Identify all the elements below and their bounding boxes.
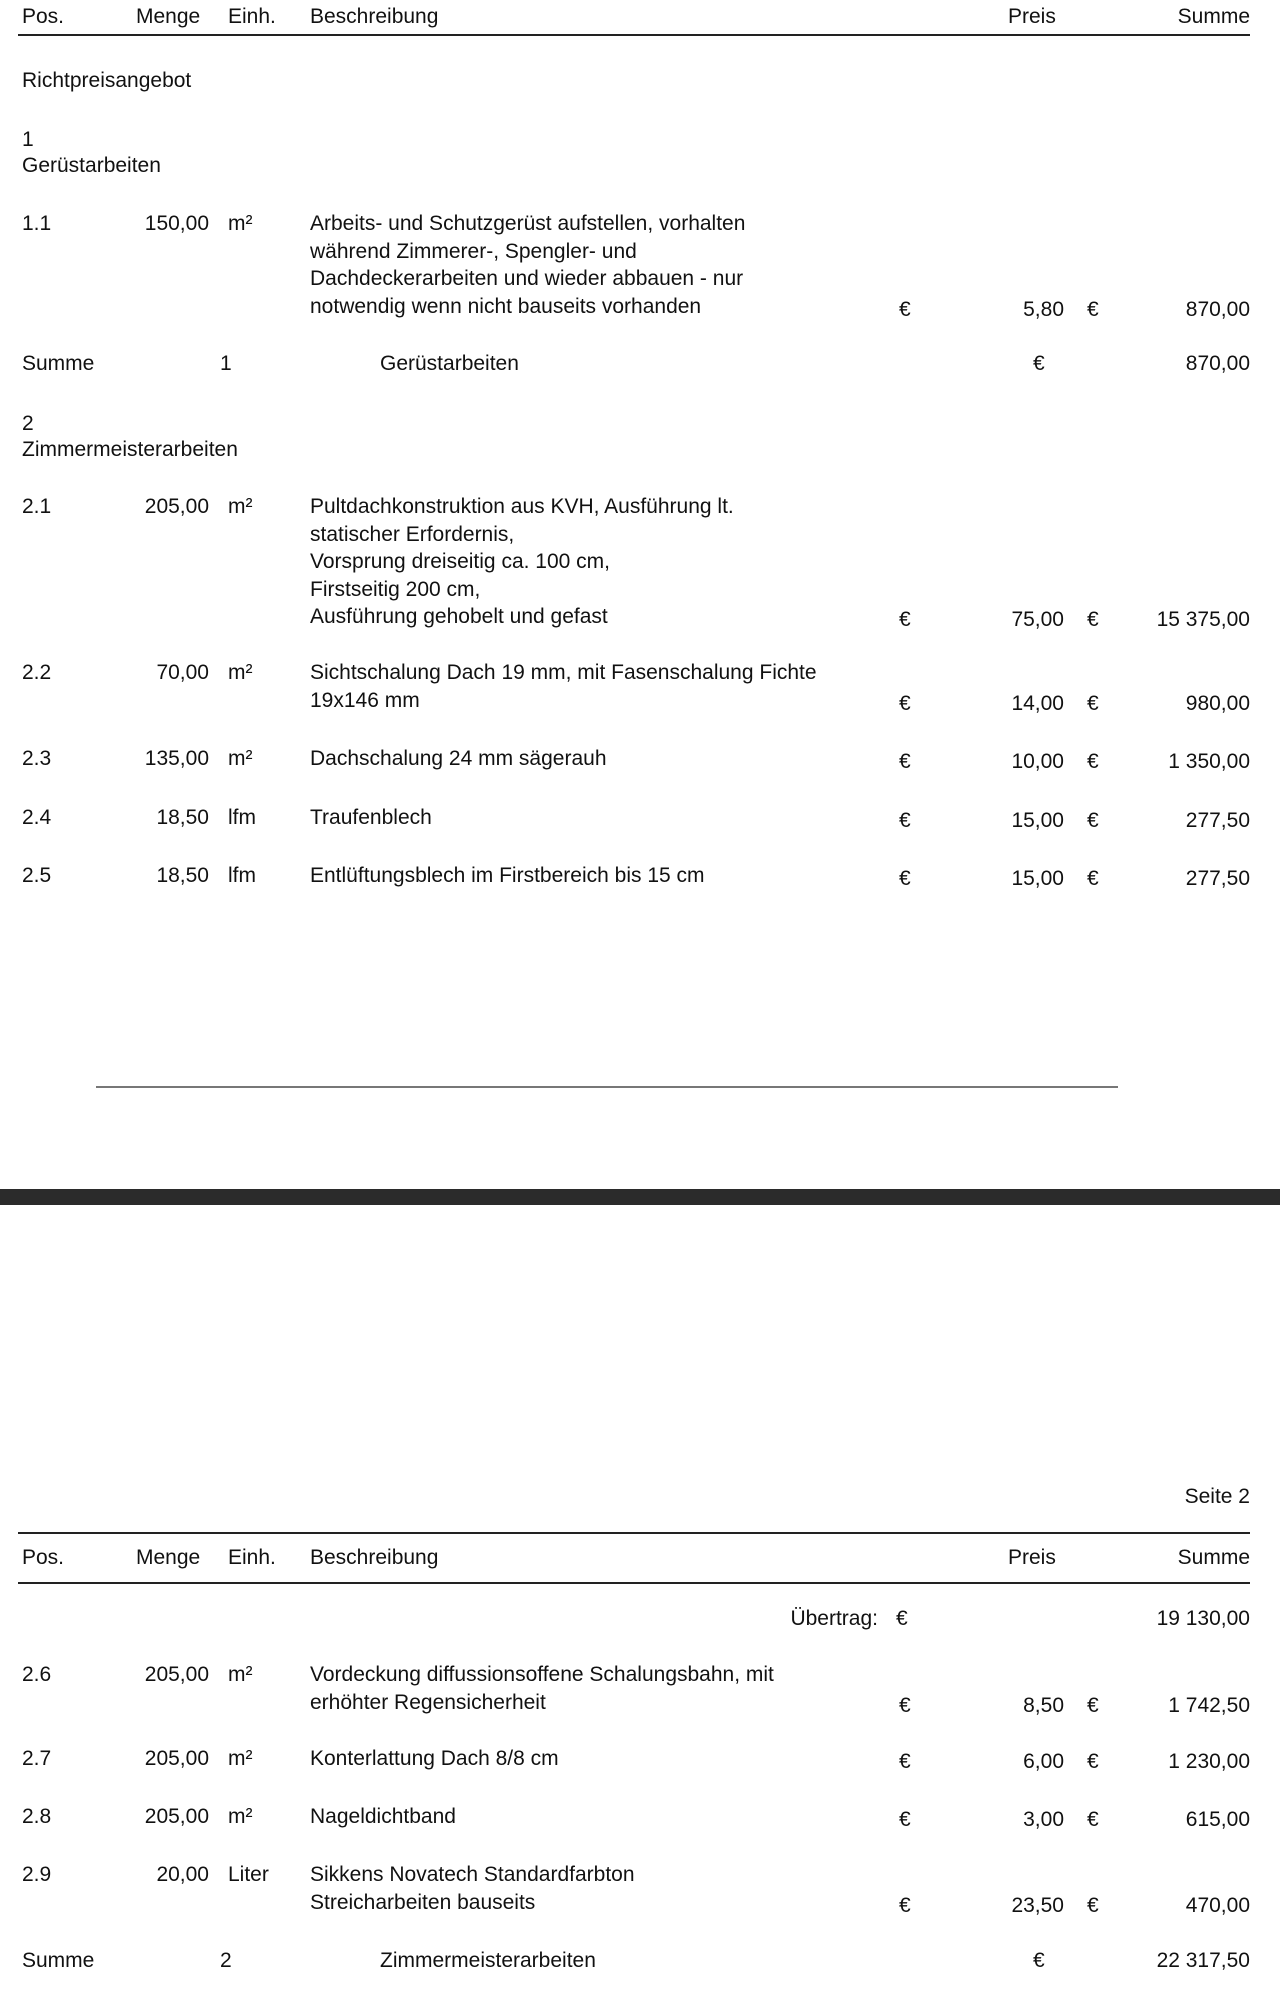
item-description-line: notwendig wenn nicht bauseits vorhanden [310, 294, 702, 318]
item-total: 1 742,50 [1168, 1693, 1250, 1717]
item-pos: 1.1 [22, 212, 52, 235]
item-description-line: Arbeits- und Schutzgerüst aufstellen, vorhalten [310, 212, 746, 235]
item-menge: 205,00 [144, 1747, 209, 1770]
header-beschreibung: Beschreibung [310, 5, 439, 28]
item-description-line: Firstseitig 200 cm, [310, 577, 481, 601]
item-total: 277,50 [1185, 867, 1250, 890]
item-menge: 205,00 [144, 495, 209, 518]
item-menge: 18,50 [156, 864, 209, 887]
sum-value: 870,00 [1185, 352, 1250, 375]
item-unit: m² [228, 1747, 253, 1770]
item-menge: 18,50 [156, 806, 209, 829]
item-total: 615,00 [1185, 1808, 1250, 1831]
item-unit: m² [228, 1663, 253, 1686]
item-currency: € [899, 1693, 911, 1717]
item-description-line: Sikkens Novatech Standardfarbton [310, 1863, 635, 1886]
item-description-line: Ausführung gehobelt und gefast [310, 605, 608, 628]
header-menge: Menge [136, 5, 201, 28]
item-pos: 2.3 [22, 747, 52, 770]
item-description-line: Dachdeckerarbeiten und wieder abbauen - nur [310, 267, 744, 290]
item-currency: € [1087, 297, 1099, 321]
section-name: Gerüstarbeiten [22, 154, 161, 177]
page-break-band [0, 1189, 1280, 1205]
item-currency: € [1087, 1808, 1099, 1831]
item-price: 15,00 [1011, 867, 1064, 890]
sum-currency: € [1033, 1949, 1045, 1972]
header-preis: Preis [1008, 5, 1056, 28]
item-unit: lfm [228, 864, 256, 887]
item-price: 23,50 [1011, 1893, 1064, 1917]
sum-value: 22 317,50 [1156, 1949, 1250, 1972]
item-currency: € [899, 691, 911, 715]
item-total: 470,00 [1185, 1893, 1250, 1917]
item-menge: 205,00 [144, 1805, 209, 1828]
item-pos: 2.4 [22, 806, 52, 829]
item-description-line: Nageldichtband [310, 1805, 456, 1828]
item-currency: € [899, 297, 911, 321]
item-menge: 135,00 [144, 747, 209, 770]
item-unit: m² [228, 747, 253, 770]
item-pos: 2.9 [22, 1863, 52, 1886]
item-price: 14,00 [1011, 691, 1064, 715]
item-description-line: während Zimmerer-, Spengler- und [310, 239, 637, 263]
item-description-line: statischer Erfordernis, [310, 522, 515, 546]
header-preis: Preis [1008, 1546, 1056, 1569]
item-unit: lfm [228, 806, 256, 829]
item-pos: 2.8 [22, 1805, 52, 1828]
item-currency: € [1087, 608, 1099, 631]
item-price: 5,80 [1023, 297, 1064, 321]
item-description-line: Traufenblech [310, 806, 432, 829]
item-menge: 20,00 [156, 1863, 209, 1886]
item-price: 75,00 [1011, 608, 1064, 631]
item-description-line: Dachschalung 24 mm sägerauh [310, 747, 607, 770]
item-currency: € [899, 809, 911, 832]
sum-section-name: Zimmermeisterarbeiten [380, 1949, 596, 1972]
header-einh: Einh. [228, 1546, 276, 1569]
item-price: 3,00 [1023, 1808, 1064, 1831]
item-currency: € [1087, 1893, 1099, 1917]
item-currency: € [899, 867, 911, 890]
section-number: 1 [22, 128, 34, 151]
item-total: 980,00 [1185, 691, 1250, 715]
uebertrag-currency: € [896, 1607, 908, 1630]
item-pos: 2.7 [22, 1747, 52, 1770]
header-pos: Pos. [22, 1546, 65, 1569]
header-beschreibung: Beschreibung [310, 1546, 439, 1569]
item-currency: € [1087, 750, 1099, 773]
item-currency: € [1087, 691, 1099, 715]
item-currency: € [899, 750, 911, 773]
item-total: 1 230,00 [1168, 1750, 1250, 1773]
item-pos: 2.1 [22, 495, 52, 518]
item-currency: € [899, 1750, 911, 1773]
sum-currency: € [1033, 352, 1045, 375]
section-number: 2 [22, 412, 34, 435]
item-currency: € [899, 1808, 911, 1831]
item-currency: € [899, 608, 911, 631]
item-pos: 2.6 [22, 1663, 52, 1686]
item-currency: € [1087, 1693, 1099, 1717]
item-price: 15,00 [1011, 809, 1064, 832]
sum-section-number: 1 [220, 352, 232, 375]
header-summe: Summe [1177, 1546, 1250, 1569]
item-unit: Liter [228, 1863, 269, 1886]
item-currency: € [1087, 1750, 1099, 1773]
page-number: Seite 2 [1184, 1485, 1250, 1508]
item-price: 8,50 [1023, 1693, 1064, 1717]
item-price: 6,00 [1023, 1750, 1064, 1773]
item-menge: 70,00 [156, 661, 209, 684]
header-rule [18, 1532, 1250, 1534]
item-total: 277,50 [1185, 809, 1250, 832]
item-currency: € [1087, 867, 1099, 890]
sum-label: Summe [22, 1949, 95, 1972]
sum-section-name: Gerüstarbeiten [380, 352, 519, 375]
sum-section-number: 2 [220, 1949, 232, 1972]
item-unit: m² [228, 661, 253, 684]
footer-separator [96, 1086, 1118, 1088]
header-menge: Menge [136, 1546, 201, 1569]
item-unit: m² [228, 212, 253, 235]
item-description-line: 19x146 mm [310, 688, 420, 712]
uebertrag-value: 19 130,00 [1156, 1607, 1250, 1630]
item-description-line: Vordeckung diffussionsoffene Schalungsbahn, mit [310, 1663, 774, 1686]
item-unit: m² [228, 1805, 253, 1828]
item-total: 870,00 [1185, 297, 1250, 321]
item-description-line: Pultdachkonstruktion aus KVH, Ausführung lt. [310, 495, 734, 518]
item-total: 1 350,00 [1168, 750, 1250, 773]
sum-label: Summe [22, 352, 95, 375]
header-rule [18, 1582, 1250, 1584]
offer-title: Richtpreisangebot [22, 69, 192, 92]
item-menge: 205,00 [144, 1663, 209, 1686]
item-currency: € [899, 1893, 911, 1917]
item-description-line: Sichtschalung Dach 19 mm, mit Fasenschalung Fichte [310, 661, 817, 684]
item-currency: € [1087, 809, 1099, 832]
header-einh: Einh. [228, 5, 276, 28]
item-menge: 150,00 [144, 212, 209, 235]
item-pos: 2.5 [22, 864, 52, 887]
item-unit: m² [228, 495, 253, 518]
item-description-line: erhöhter Regensicherheit [310, 1690, 546, 1714]
header-rule [18, 34, 1250, 36]
section-name: Zimmermeisterarbeiten [22, 438, 238, 461]
uebertrag-label: Übertrag: [790, 1607, 878, 1630]
item-pos: 2.2 [22, 661, 52, 684]
item-description-line: Entlüftungsblech im Firstbereich bis 15 cm [310, 864, 705, 887]
item-description-line: Streicharbeiten bauseits [310, 1890, 536, 1914]
item-description-line: Vorsprung dreiseitig ca. 100 cm, [310, 550, 610, 573]
header-pos: Pos. [22, 5, 65, 28]
item-description-line: Konterlattung Dach 8/8 cm [310, 1747, 559, 1770]
item-price: 10,00 [1011, 750, 1064, 773]
header-summe: Summe [1177, 5, 1250, 28]
item-total: 15 375,00 [1156, 608, 1250, 631]
